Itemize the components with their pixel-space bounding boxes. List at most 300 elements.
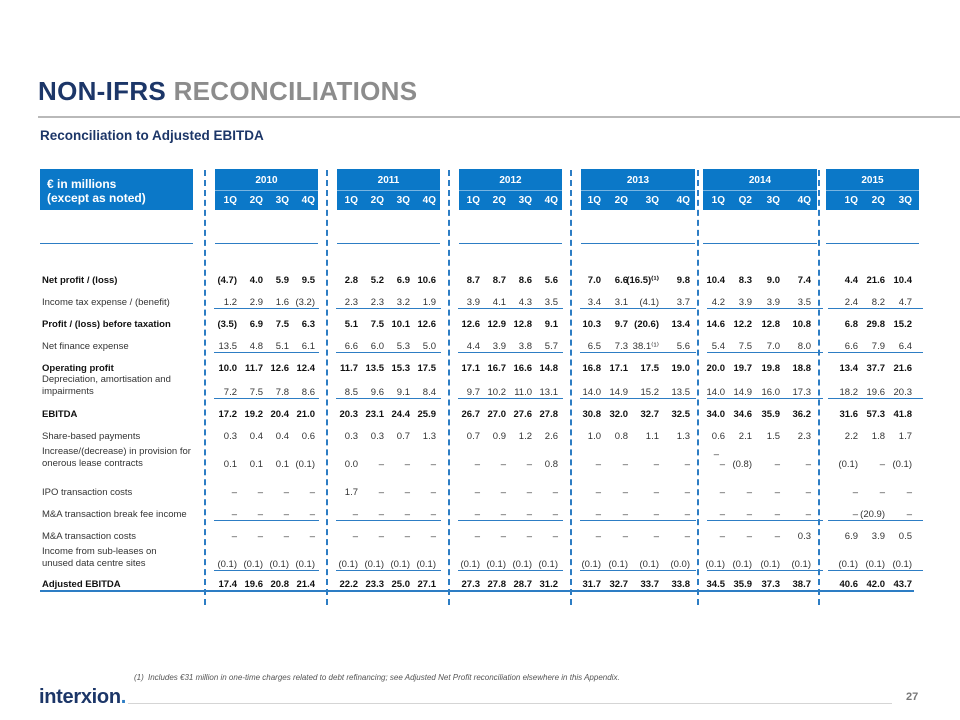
table-cell: 27.8: [539, 409, 558, 420]
table-cell: (0.1): [581, 559, 601, 570]
table-cell: 0.0: [344, 459, 358, 470]
table-cell: 3.4: [587, 297, 601, 308]
subtotal-underline: [458, 570, 563, 571]
table-cell: (0.1): [892, 559, 912, 570]
table-cell: 20.0: [706, 363, 725, 374]
table-cell: 3.8: [518, 341, 532, 352]
table-cell: –: [283, 487, 289, 498]
table-cell: 14.9: [609, 387, 628, 398]
table-cell: 18.8: [792, 363, 811, 374]
subtotal-underline: [458, 352, 563, 353]
table-cell: 7.2: [223, 387, 237, 398]
row-label: [42, 446, 191, 470]
table-cell: –: [653, 487, 659, 498]
table-cell: (0.1): [791, 559, 811, 570]
table-cell: 27.6: [513, 409, 532, 420]
quarter-label: 2Q: [492, 195, 506, 206]
table-cell: (0.1): [295, 459, 315, 470]
header-underline: [581, 243, 695, 244]
table-cell: 20.8: [270, 579, 289, 590]
table-cell: 3.2: [396, 297, 410, 308]
table-cell: 10.4: [706, 275, 725, 286]
table-cell: 27.1: [417, 579, 436, 590]
table-cell: –: [404, 531, 410, 542]
header-underline: [337, 243, 440, 244]
table-cell: 11.7: [245, 363, 263, 374]
table-cell: 2.4: [844, 297, 858, 308]
table-cell: –: [430, 487, 436, 498]
table-cell: 0.1: [223, 459, 237, 470]
table-cell: 30.8: [582, 409, 601, 420]
table-cell: 1.7: [898, 431, 912, 442]
table-cell: –: [719, 531, 725, 542]
table-cell: –: [719, 509, 725, 520]
table-cell: 26.7: [461, 409, 480, 420]
year-label: 2015: [861, 175, 884, 186]
table-cell: –: [404, 487, 410, 498]
row-label: Net profit / (loss): [42, 275, 118, 286]
table-cell: 7.5: [249, 387, 263, 398]
table-cell: 17.1: [461, 363, 480, 374]
table-cell: 4.2: [711, 297, 725, 308]
table-cell: –: [500, 509, 506, 520]
table-cell: 42.0: [866, 579, 885, 590]
table-cell: (0.1): [243, 559, 263, 570]
row-label: EBITDA: [42, 409, 78, 420]
table-cell: 4.4: [466, 341, 480, 352]
table-cell: 40.6: [839, 579, 858, 590]
table-cell: 4.0: [249, 275, 263, 286]
table-cell: 24.4: [391, 409, 410, 420]
table-cell: 8.6: [301, 387, 315, 398]
table-cell: 8.6: [518, 275, 532, 286]
table-cell: 34.6: [733, 409, 752, 420]
table-cell: 14.0: [582, 387, 601, 398]
table-cell: –: [378, 531, 384, 542]
table-cell: –: [257, 509, 263, 520]
table-cell: 10.3: [582, 319, 601, 330]
table-cell: –: [500, 531, 506, 542]
table-cell: 28.7: [513, 579, 532, 590]
page-title: [38, 76, 417, 107]
table-cell: 9.0: [766, 275, 780, 286]
table-cell: 7.5: [275, 319, 289, 330]
table-cell: 20.3: [339, 409, 358, 420]
table-cell: –: [378, 509, 384, 520]
table-cell: 1.3: [676, 431, 690, 442]
page-number: 27: [906, 691, 919, 703]
table-cell: (0.1): [364, 559, 384, 570]
table-cell: 29.8: [866, 319, 885, 330]
quarter-label: 4Q: [422, 195, 436, 206]
table-cell: 10.2: [487, 387, 506, 398]
subtotal-underline: [580, 308, 696, 309]
header-underline: [826, 243, 919, 244]
subtotal-underline: [214, 352, 319, 353]
table-cell: –: [309, 531, 315, 542]
table-cell: 6.6: [344, 341, 358, 352]
table-cell: 12.8: [513, 319, 532, 330]
subtotal-underline: [707, 398, 823, 399]
table-cell: 35.9: [761, 409, 780, 420]
subtotal-underline: [458, 520, 563, 521]
table-cell: 1.1: [645, 431, 659, 442]
table-cell: –: [684, 459, 690, 470]
table-cell: 32.7: [640, 409, 659, 420]
table-cell: 12.6: [417, 319, 436, 330]
row-label-line: Depreciation, amortisation and: [42, 374, 171, 385]
table-cell: 1.3: [422, 431, 436, 442]
table-cell: 17.5: [417, 363, 436, 374]
table-cell: –: [430, 531, 436, 542]
table-cell: 6.1: [301, 341, 315, 352]
table-cell: 23.1: [365, 409, 384, 420]
table-cell: 23.3: [365, 579, 384, 590]
subtotal-underline: [828, 352, 923, 353]
quarter-label: 4Q: [544, 195, 558, 206]
subtotal-underline: [214, 308, 319, 309]
year-header: [826, 169, 919, 210]
table-cell: 0.4: [249, 431, 263, 442]
row-label-line: impairments: [42, 386, 94, 397]
table-cell: 4.1: [492, 297, 506, 308]
table-cell: 3.9: [492, 341, 506, 352]
table-cell: –: [500, 487, 506, 498]
table-cell: 5.0: [422, 341, 436, 352]
row-label: M&A transaction break fee income: [42, 509, 187, 520]
quarter-label: 1Q: [711, 195, 725, 206]
table-cell: –: [378, 459, 384, 470]
table-cell: 1.0: [587, 431, 601, 442]
table-cell: –: [257, 487, 263, 498]
table-cell: (0.1): [486, 559, 506, 570]
table-cell: 12.6: [461, 319, 480, 330]
table-cell: 6.6: [844, 341, 858, 352]
table-cell: 0.1: [249, 459, 263, 470]
table-cell: –: [500, 459, 506, 470]
table-cell: (0.1): [892, 459, 912, 470]
table-cell: 34.0: [706, 409, 725, 420]
table-cell: 2.6: [544, 431, 558, 442]
row-label-line: unused data centre sites: [42, 558, 146, 569]
footnote: [134, 673, 620, 682]
table-cell: 6.4: [898, 341, 912, 352]
title-part2: RECONCILIATIONS: [173, 76, 418, 106]
company-logo: [39, 686, 126, 709]
table-cell: 22.2: [339, 579, 358, 590]
table-cell: –: [653, 459, 659, 470]
table-cell: 19.6: [866, 387, 885, 398]
table-cell: 10.4: [893, 275, 912, 286]
table-cell: 6.3: [301, 319, 315, 330]
header-underline: [40, 243, 193, 244]
table-cell: 13.5: [365, 363, 384, 374]
table-cell: 15.2: [893, 319, 912, 330]
table-cell: 21.4: [296, 579, 315, 590]
table-cell: –: [774, 487, 780, 498]
table-cell: 7.8: [275, 387, 289, 398]
table-cell: (4.7): [217, 275, 237, 286]
table-cell: 8.5: [344, 387, 358, 398]
table-cell: 36.2: [792, 409, 811, 420]
table-cell: 7.0: [766, 341, 780, 352]
table-cell: 41.8: [893, 409, 912, 420]
table-cell: –: [595, 531, 601, 542]
year-header: [459, 169, 562, 210]
table-cell: (0.1): [416, 559, 436, 570]
table-cell: 16.0: [761, 387, 780, 398]
table-cell: (0.1): [390, 559, 410, 570]
table-cell: –: [352, 509, 358, 520]
table-cell: 20.3: [893, 387, 912, 398]
table-cell: 27.0: [487, 409, 506, 420]
table-cell: 10.6: [417, 275, 436, 286]
table-cell: 7.5: [370, 319, 384, 330]
table-cell: 9.8: [676, 275, 690, 286]
table-cell: –: [852, 487, 858, 498]
year-header: [215, 169, 318, 210]
table-cell: 27.8: [487, 579, 506, 590]
subtotal-underline: [580, 398, 696, 399]
table-cell: –: [746, 509, 752, 520]
table-cell: 0.7: [466, 431, 480, 442]
table-cell: 7.3: [614, 341, 628, 352]
table-cell: 12.4: [296, 363, 315, 374]
table-cell: –: [352, 531, 358, 542]
quarter-label: 2Q: [370, 195, 384, 206]
table-cell: 35.9: [733, 579, 752, 590]
table-cell: 5.1: [275, 341, 289, 352]
table-cell: 8.7: [492, 275, 506, 286]
table-cell: 34.5: [706, 579, 725, 590]
table-cell: 9.7: [614, 319, 628, 330]
table-cell: (0.1): [760, 559, 780, 570]
quarter-label: 3Q: [396, 195, 410, 206]
table-cell: (0.1): [338, 559, 358, 570]
table-cell: 25.9: [417, 409, 436, 420]
table-cell: 1.2: [223, 297, 237, 308]
table-cell: 1.9: [422, 297, 436, 308]
table-cell: 17.4: [218, 579, 237, 590]
table-cell: 33.8: [671, 579, 690, 590]
table-cell: –: [430, 459, 436, 470]
subtotal-underline: [580, 570, 696, 571]
subtotal-underline: [214, 570, 319, 571]
table-cell: (0.1): [538, 559, 558, 570]
table-cell: 13.4: [839, 363, 858, 374]
section-subtitle: Reconciliation to Adjusted EBITDA: [40, 128, 264, 143]
table-cell: 6.8: [844, 319, 858, 330]
table-cell: 19.2: [244, 409, 263, 420]
table-cell: –: [906, 509, 912, 520]
table-cell: –: [684, 487, 690, 498]
table-cell: –: [378, 487, 384, 498]
table-cell: –: [653, 531, 659, 542]
subtotal-underline: [336, 570, 441, 571]
quarter-label: 1Q: [344, 195, 358, 206]
subtotal-underline: [458, 308, 563, 309]
table-cell: 31.7: [582, 579, 601, 590]
table-cell: 38.7: [792, 579, 811, 590]
table-cell: 6.9: [396, 275, 410, 286]
row-label: Share-based payments: [42, 431, 141, 442]
quarter-label: 4Q: [797, 195, 811, 206]
table-cell: 2.1: [738, 431, 752, 442]
subtotal-underline: [828, 520, 923, 521]
quarter-label: 3Q: [645, 195, 659, 206]
table-cell: 14.6: [706, 319, 725, 330]
table-cell: –: [852, 509, 858, 520]
table-cell: 5.9: [275, 275, 289, 286]
table-cell: –: [684, 509, 690, 520]
table-cell: –: [474, 487, 480, 498]
table-cell: (20.9): [860, 509, 885, 520]
table-cell: –: [622, 509, 628, 520]
table-cell: –: [774, 459, 780, 470]
table-cell: –: [774, 531, 780, 542]
table-cell: 6.9: [844, 531, 858, 542]
table-cell: 10.8: [792, 319, 811, 330]
table-cell: (20.6): [634, 319, 659, 330]
table-cell: (4.1): [639, 297, 659, 308]
year-header: [581, 169, 695, 210]
table-cell: (0.1): [639, 559, 659, 570]
row-label: Operating profit: [42, 363, 114, 374]
table-cell: 13.1: [539, 387, 558, 398]
table-cell: 2.3: [370, 297, 384, 308]
table-cell: 19.0: [671, 363, 690, 374]
table-cell: (3.5): [217, 319, 237, 330]
table-cell: 12.8: [761, 319, 780, 330]
table-cell: 0.8: [614, 431, 628, 442]
table-cell: –: [653, 509, 659, 520]
table-cell: 20.4: [270, 409, 289, 420]
grand-total-underline: [40, 590, 914, 592]
quarter-label: 2Q: [871, 195, 885, 206]
table-cell: –: [526, 509, 532, 520]
table-cell: –: [595, 487, 601, 498]
table-cell: 25.0: [391, 579, 410, 590]
table-cell: 0.5: [898, 531, 912, 542]
row-label: [42, 374, 171, 398]
row-label-line: onerous lease contracts: [42, 458, 143, 469]
row-label-line: Income from sub-leases on: [42, 546, 157, 557]
table-cell: (0.1): [732, 559, 752, 570]
table-cell: (0.1): [269, 559, 289, 570]
table-cell: –: [404, 509, 410, 520]
table-cell: (0.1): [705, 559, 725, 570]
table-cell: 0.3: [223, 431, 237, 442]
table-cell: 15.2: [640, 387, 659, 398]
row-label: Net finance expense: [42, 341, 129, 352]
table-cell: –: [404, 459, 410, 470]
table-cell: –: [805, 509, 811, 520]
table-cell: –: [906, 487, 912, 498]
table-cell: 3.5: [544, 297, 558, 308]
table-cell: –: [526, 487, 532, 498]
table-cell: 12.6: [270, 363, 289, 374]
table-cell: 4.4: [844, 275, 858, 286]
table-cell: 1.6: [275, 297, 289, 308]
table-cell: –: [231, 509, 237, 520]
subtotal-underline: [336, 352, 441, 353]
table-cell: 16.7: [487, 363, 506, 374]
table-cell: (0.0): [670, 559, 690, 570]
subtotal-underline: [336, 308, 441, 309]
table-cell: –: [622, 531, 628, 542]
header-underline: [215, 243, 318, 244]
table-cell: 5.6: [676, 341, 690, 352]
row-label: Adjusted EBITDA: [42, 579, 121, 590]
table-cell: 3.7: [676, 297, 690, 308]
table-cell: 7.9: [871, 341, 885, 352]
table-cell: 37.7: [866, 363, 885, 374]
row-label-line: Increase/(decrease) in provision for: [42, 446, 191, 457]
table-cell: –: [309, 487, 315, 498]
table-cell: –: [283, 509, 289, 520]
quarter-label: 1Q: [587, 195, 601, 206]
year-header-divider: [703, 190, 817, 191]
table-cell: 17.5: [640, 363, 659, 374]
table-cell: –: [879, 459, 885, 470]
table-cell: (3.2): [295, 297, 315, 308]
subtotal-underline: [580, 352, 696, 353]
table-cell: (0.1): [295, 559, 315, 570]
table-cell: –: [474, 459, 480, 470]
table-cell: 0.8: [544, 459, 558, 470]
table-cell: 10.0: [218, 363, 237, 374]
quarter-label: 3Q: [275, 195, 289, 206]
table-cell: –: [526, 459, 532, 470]
table-cell: 1.5: [766, 431, 780, 442]
table-cell: 8.4: [422, 387, 436, 398]
table-cell: 6.0: [370, 341, 384, 352]
table-cell: 38.1⁽¹⁾: [632, 341, 659, 352]
table-cell: –: [719, 459, 725, 470]
table-cell: 19.8: [761, 363, 780, 374]
table-cell: –: [231, 531, 237, 542]
table-cell: 3.9: [766, 297, 780, 308]
table-cell: 32.5: [671, 409, 690, 420]
unit-label-line2: (except as noted): [47, 191, 146, 205]
table-cell: 14.9: [733, 387, 752, 398]
table-cell: (0.1): [512, 559, 532, 570]
table-cell: 3.5: [797, 297, 811, 308]
table-cell: –: [552, 487, 558, 498]
row-label: Income tax expense / (benefit): [42, 297, 170, 308]
year-label: 2013: [626, 175, 650, 186]
table-cell: (0.8): [732, 459, 752, 470]
table-cell: –: [595, 459, 601, 470]
table-cell: 21.0: [296, 409, 315, 420]
quarter-label: 1Q: [844, 195, 858, 206]
table-cell: (0.1): [608, 559, 628, 570]
table-cell: 16.6: [513, 363, 532, 374]
year-header-divider: [581, 190, 695, 191]
title-part1: NON-IFRS: [38, 76, 167, 106]
subtotal-underline: [458, 398, 563, 399]
table-cell: 12.9: [487, 319, 506, 330]
table-cell: 5.1: [344, 319, 358, 330]
row-label: IPO transaction costs: [42, 487, 133, 498]
row-label: M&A transaction costs: [42, 531, 136, 542]
table-cell: 27.3: [461, 579, 480, 590]
table-cell: 3.1: [614, 297, 628, 308]
table-cell: 9.1: [396, 387, 410, 398]
logo-dot: .: [120, 686, 127, 708]
table-cell: 5.4: [711, 341, 725, 352]
table-cell: (0.1): [865, 559, 885, 570]
